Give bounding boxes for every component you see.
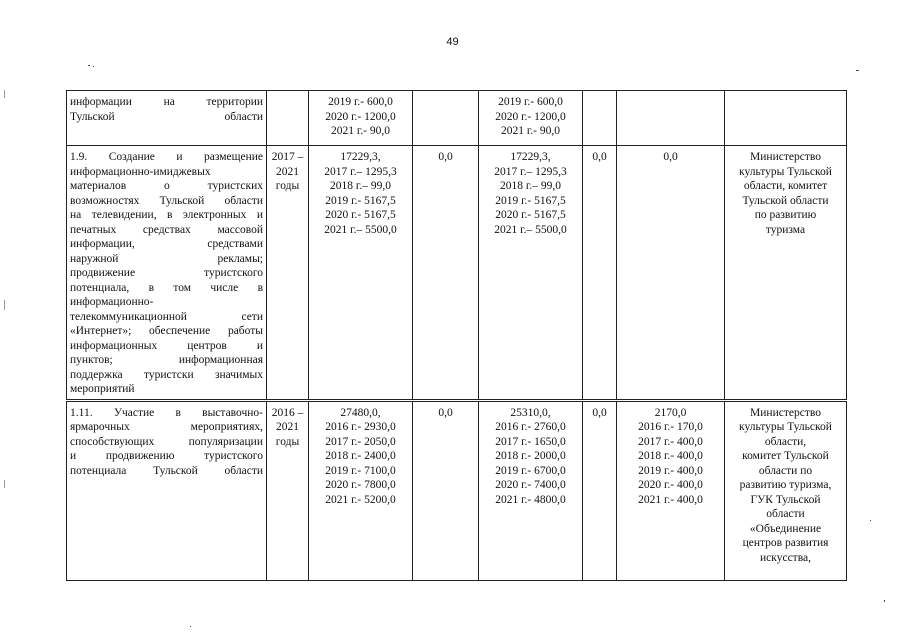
cell-line: годы [275,435,300,448]
cell-line: поддержка туристски значимых [70,368,263,381]
cell-line: материалов о туристских [70,180,263,192]
cell-line: 2017 – [271,151,304,163]
cell-line: 0,0 [438,406,453,419]
page-number: 49 [446,36,459,48]
cell-line: 2018 г.- 2000,0 [495,450,566,462]
cell-line: Министерство [750,406,821,419]
cell-line: 1.11. Участие в выставочно- [70,406,263,419]
cell-period [267,146,309,401]
cell-line: пунктов; информационная [70,354,263,366]
cell-description [67,400,267,580]
cell-executor [725,146,847,401]
cell-line: 2018 г.- 400,0 [638,450,703,462]
table-row [67,91,847,146]
cell-line: развитию туризма, [739,479,832,491]
cell-line: культуры Тульской [739,421,832,433]
budget-table [66,90,847,581]
cell-line: Министерство [750,151,821,163]
cell-line: способствующих популяризации [70,435,263,448]
cell-federal-budget [413,146,479,401]
cell-line: 2016 – [271,406,304,419]
cell-executor [725,91,847,146]
scan-speck [88,65,90,66]
cell-regional-budget [479,91,583,146]
scan-speck [870,520,871,521]
cell-line: потенциала, в том числе в [70,281,263,294]
cell-line: 2017 г.– 1295,3 [324,165,397,178]
cell-line: 2018 г.– 99,0 [500,180,561,192]
cell-line: искусства, [760,551,811,564]
cell-line: 1.9. Создание и размещение [70,151,263,163]
table-row [67,146,847,401]
cell-line: 2019 г.- 5167,5 [325,194,396,207]
cell-extrabudgetary [617,400,725,580]
cell-total-funding [309,91,413,146]
cell-executor [725,400,847,580]
margin-mark [4,300,5,310]
cell-line: возможностях Тульской области [70,194,263,207]
cell-line: потенциала Тульской области [70,464,263,477]
cell-line: Тульской области [70,110,263,123]
cell-period [267,400,309,580]
cell-extrabudgetary [617,146,725,401]
cell-line: мероприятий [70,383,135,395]
cell-line: 2170,0 [654,406,687,419]
cell-line: 2020 г.- 1200,0 [325,110,396,123]
cell-line: центров развития [742,537,829,549]
cell-line: годы [275,180,300,192]
cell-municipal-budget [583,91,617,146]
cell-line: области по [758,464,813,477]
cell-line: 2021 г.– 5500,0 [494,223,567,236]
cell-description [67,91,267,146]
cell-line: 2017 г.- 400,0 [638,435,703,448]
cell-line: 0,0 [592,151,607,163]
cell-line: 2020 г.- 5167,5 [495,209,566,221]
cell-line: 2020 г.- 5167,5 [325,209,396,221]
cell-line: туризма [765,223,806,236]
cell-line: 2020 г.- 1200,0 [495,110,566,123]
cell-line: 2017 г.– 1295,3 [494,165,567,178]
cell-line: 2017 г.- 1650,0 [495,435,566,448]
cell-line: информации, средствами [70,238,263,250]
cell-line: 2021 г.- 4800,0 [495,493,566,506]
cell-line: наружной рекламы; [70,252,263,265]
cell-line: информационно- [70,296,154,308]
cell-line: Тульской области [742,194,829,207]
scan-speck [856,70,859,71]
cell-description [67,146,267,401]
cell-regional-budget [479,146,583,401]
margin-mark [4,90,5,98]
cell-line: 0,0 [663,151,678,163]
cell-line: печатных средствах массовой [70,223,263,236]
cell-line: 2019 г.- 600,0 [498,96,563,108]
cell-line: 2020 г.- 7800,0 [325,479,396,491]
margin-mark [4,480,5,488]
cell-line: 2016 г.- 2760,0 [495,421,566,433]
cell-line: 2021 г.- 90,0 [331,125,390,137]
cell-line: 2018 г.- 2400,0 [325,450,396,462]
cell-line: комитет Тульской [742,450,829,462]
cell-line: 2020 г.- 400,0 [638,479,703,491]
cell-line: 2021 [276,421,299,433]
cell-line: 17229,3, [510,151,551,163]
cell-municipal-budget [583,146,617,401]
cell-line: области [766,508,805,520]
cell-total-funding [309,400,413,580]
cell-line: области, [764,435,807,448]
cell-line: 2016 г.- 170,0 [638,421,703,433]
cell-line: 0,0 [438,151,453,163]
cell-line: по развитию [754,209,817,221]
cell-line: 2021 г.– 5500,0 [324,223,397,236]
cell-period [267,91,309,146]
cell-line: «Интернет»; обеспечение работы [70,325,263,337]
cell-line: информации на территории [70,96,263,108]
cell-line: телекоммуникационной сети [70,310,263,323]
cell-line: ГУК Тульской [750,493,821,506]
cell-line: 2019 г.- 600,0 [328,96,393,108]
cell-line: 2017 г.- 2050,0 [325,435,396,448]
cell-regional-budget [479,400,583,580]
scan-speck [93,66,94,67]
cell-line: «Объединение [749,522,822,535]
cell-extrabudgetary [617,91,725,146]
cell-line: 2019 г.- 6700,0 [495,464,566,477]
cell-line: 0,0 [592,406,607,419]
cell-line: 2019 г.- 5167,5 [495,194,566,207]
cell-total-funding [309,146,413,401]
cell-line: ярмарочных мероприятиях, [70,421,263,433]
cell-line: 2020 г.- 7400,0 [495,479,566,491]
cell-line: 2021 г.- 400,0 [638,493,703,506]
table-row [67,400,847,580]
cell-line: 2019 г.- 7100,0 [325,464,396,477]
cell-line: продвижение туристского [70,267,263,279]
cell-federal-budget [413,91,479,146]
cell-line: 2019 г.- 400,0 [638,464,703,477]
scan-speck [190,626,191,627]
cell-federal-budget [413,400,479,580]
scan-speck [884,600,885,602]
cell-line: 2021 [276,165,299,178]
cell-line: информационных центров и [70,339,263,352]
cell-line: 2018 г.– 99,0 [330,180,391,192]
cell-line: 2021 г.- 90,0 [501,125,560,137]
cell-line: информационно-имиджевых [70,165,211,178]
cell-line: на телевидении, в электронных и [70,209,263,221]
cell-line: 2016 г.- 2930,0 [325,421,396,433]
cell-line: области, комитет [743,180,828,192]
cell-line: 2021 г.- 5200,0 [325,493,396,506]
cell-line: 17229,3, [340,151,381,163]
cell-line: культуры Тульской [739,165,832,178]
cell-line: 27480,0, [340,406,381,419]
cell-line: 25310,0, [510,406,551,419]
cell-municipal-budget [583,400,617,580]
cell-line: и продвижению туристского [70,450,263,462]
